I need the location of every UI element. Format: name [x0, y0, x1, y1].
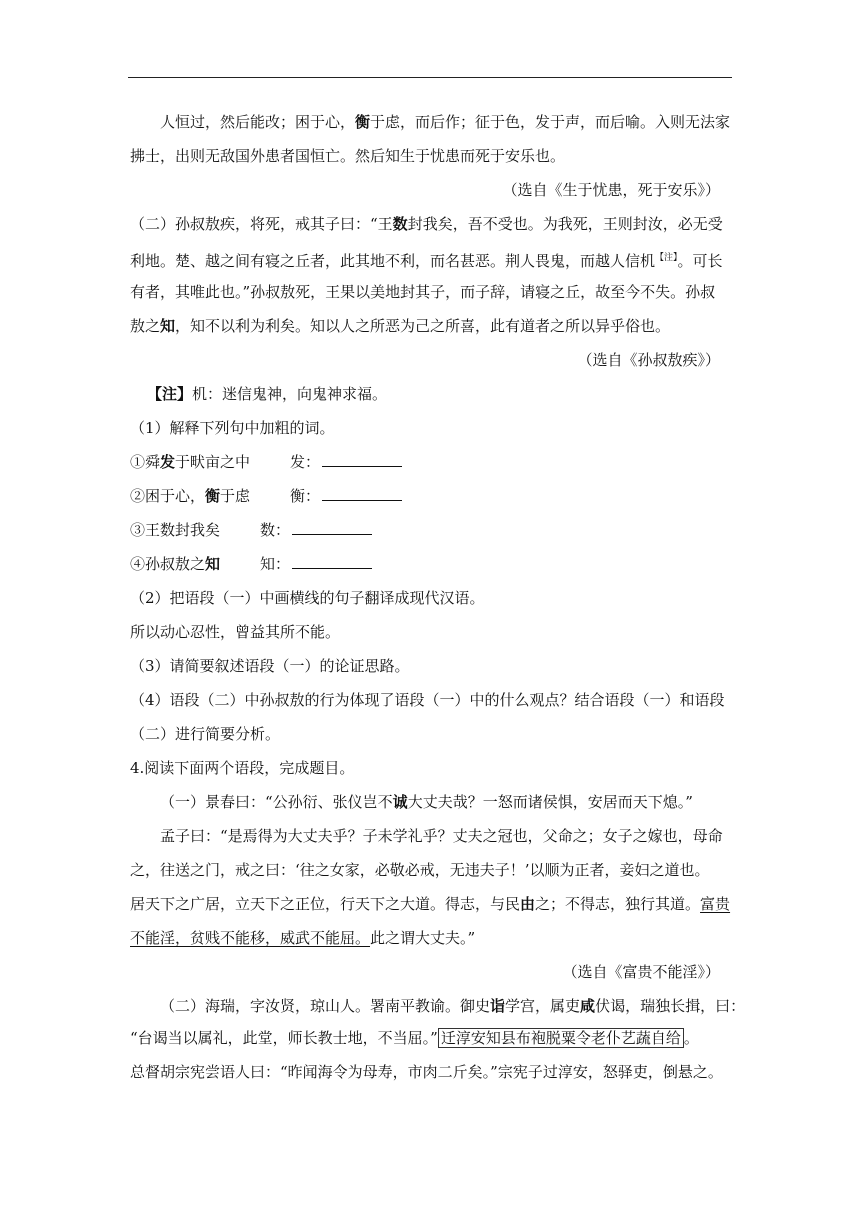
answer-blank[interactable]	[292, 554, 372, 569]
answer-blank[interactable]	[322, 486, 402, 501]
note: 【注】机：迷信鬼神，向鬼神求福。	[147, 385, 388, 403]
s4-b-line1: （二）海瑞，字汝贤，琼山人。署南平教谕。御史诣学宫，属吏咸伏谒，瑞独长揖，曰：	[160, 997, 746, 1015]
s4-b-line3: 总督胡宗宪尝语人曰：“昨闻海令为母寿，市肉二斤矣。”宗宪子过淳安，怒驿吏，倒悬之。	[130, 1063, 723, 1081]
answer-blank[interactable]	[292, 520, 372, 535]
p1-line2: 拂士，出则无敌国外患者国恒亡。然后知生于忧患而死于安乐也。	[130, 147, 566, 165]
section4-title: 4.阅读下面两个语段，完成题目。	[130, 759, 355, 777]
q1-item-1: ①舜发于畎亩之中	[130, 453, 251, 471]
q1-item-3: ③王数封我矣	[130, 521, 221, 539]
q1-title: （1）解释下列句中加粗的词。	[130, 419, 335, 437]
q1-item-2-answer[interactable]: 衡：	[290, 486, 402, 506]
p1-line1: 人恒过，然后能改；困于心，衡于虑，而后作；征于色，发于声，而后喻。入则无法家	[160, 113, 731, 131]
footnote-mark: 【注】	[655, 253, 678, 263]
header-rule	[128, 77, 732, 78]
q1-item-4: ④孙叔敖之知	[130, 555, 221, 573]
s4-a-line5: 不能淫，贫贱不能移，威武不能屈。此之谓大丈夫。”	[130, 929, 476, 947]
s4-a-line4: 居天下之广居，立天下之正位，行天下之大道。得志，与民由之；不得志，独行其道。富贵	[130, 895, 731, 913]
q1-item-4-answer[interactable]: 知：	[260, 554, 372, 574]
p2-line3: 有者，其唯此也。”孙叔敖死，王果以美地封其子，而子辞，请寝之丘，故至今不失。孙叔	[130, 283, 716, 301]
p2-line1: （二）孙叔敖疾，将死，戒其子曰：“王数封我矣，吾不受也。为我死，王则封汝，必无受	[130, 215, 723, 233]
answer-blank[interactable]	[322, 452, 402, 467]
q3-title: （3）请简要叙述语段（一）的论证思路。	[130, 657, 410, 675]
s4-a-line3: 之，往送之门，戒之曰：‘往之女家，必敬必戒，无违夫子！’以顺为正者，妾妇之道也。	[130, 861, 710, 879]
s4-a-source: （选自《富贵不能淫》）	[562, 963, 720, 981]
p2-line4: 敖之知，知不以利为利矣。知以人之所恶为己之所喜，此有道者之所以异乎俗也。	[130, 317, 671, 335]
p2-source: （选自《孙叔敖疾》）	[577, 351, 720, 369]
boxed-sentence: 迁淳安知县布袍脱粟令老仆艺蔬自给	[438, 1028, 684, 1048]
s4-b-line2: “台谒当以属礼，此堂，师长教士地，不当屈。” 迁淳安知县布袍脱粟令老仆艺蔬自给 。	[130, 1029, 699, 1047]
q2-sentence: 所以动心忍性，曾益其所不能。	[130, 623, 341, 641]
q1-item-1-answer[interactable]: 发：	[290, 452, 402, 472]
q4-line2: （二）进行简要分析。	[130, 725, 281, 743]
underlined-sentence: 富贵	[700, 895, 731, 913]
underlined-sentence: 不能淫，贫贱不能移，威武不能屈。	[130, 929, 371, 947]
s4-a-line1: （一）景春曰：“公孙衍、张仪岂不诚大丈夫哉？一怒而诸侯惧，安居而天下熄。”	[160, 793, 693, 811]
p2-line2: 利地。楚、越之间有寝之丘者，此其地不利，而名甚恶。荆人畏鬼，而越人信机$^{【注】}$。可长	[130, 252, 723, 270]
q2-title: （2）把语段（一）中画横线的句子翻译成现代汉语。	[130, 589, 485, 607]
q4-line1: （4）语段（二）中孙叔敖的行为体现了语段（一）中的什么观点？结合语段（一）和语段	[130, 691, 725, 709]
q1-item-3-answer[interactable]: 数：	[260, 520, 372, 540]
s4-a-line2: 孟子曰：“是焉得为大丈夫乎？子未学礼乎？丈夫之冠也，父命之；女子之嫁也，母命	[160, 827, 723, 845]
p1-source: （选自《生于忧患，死于安乐》）	[502, 181, 720, 199]
q1-item-2: ②困于心，衡于虑	[130, 487, 251, 505]
